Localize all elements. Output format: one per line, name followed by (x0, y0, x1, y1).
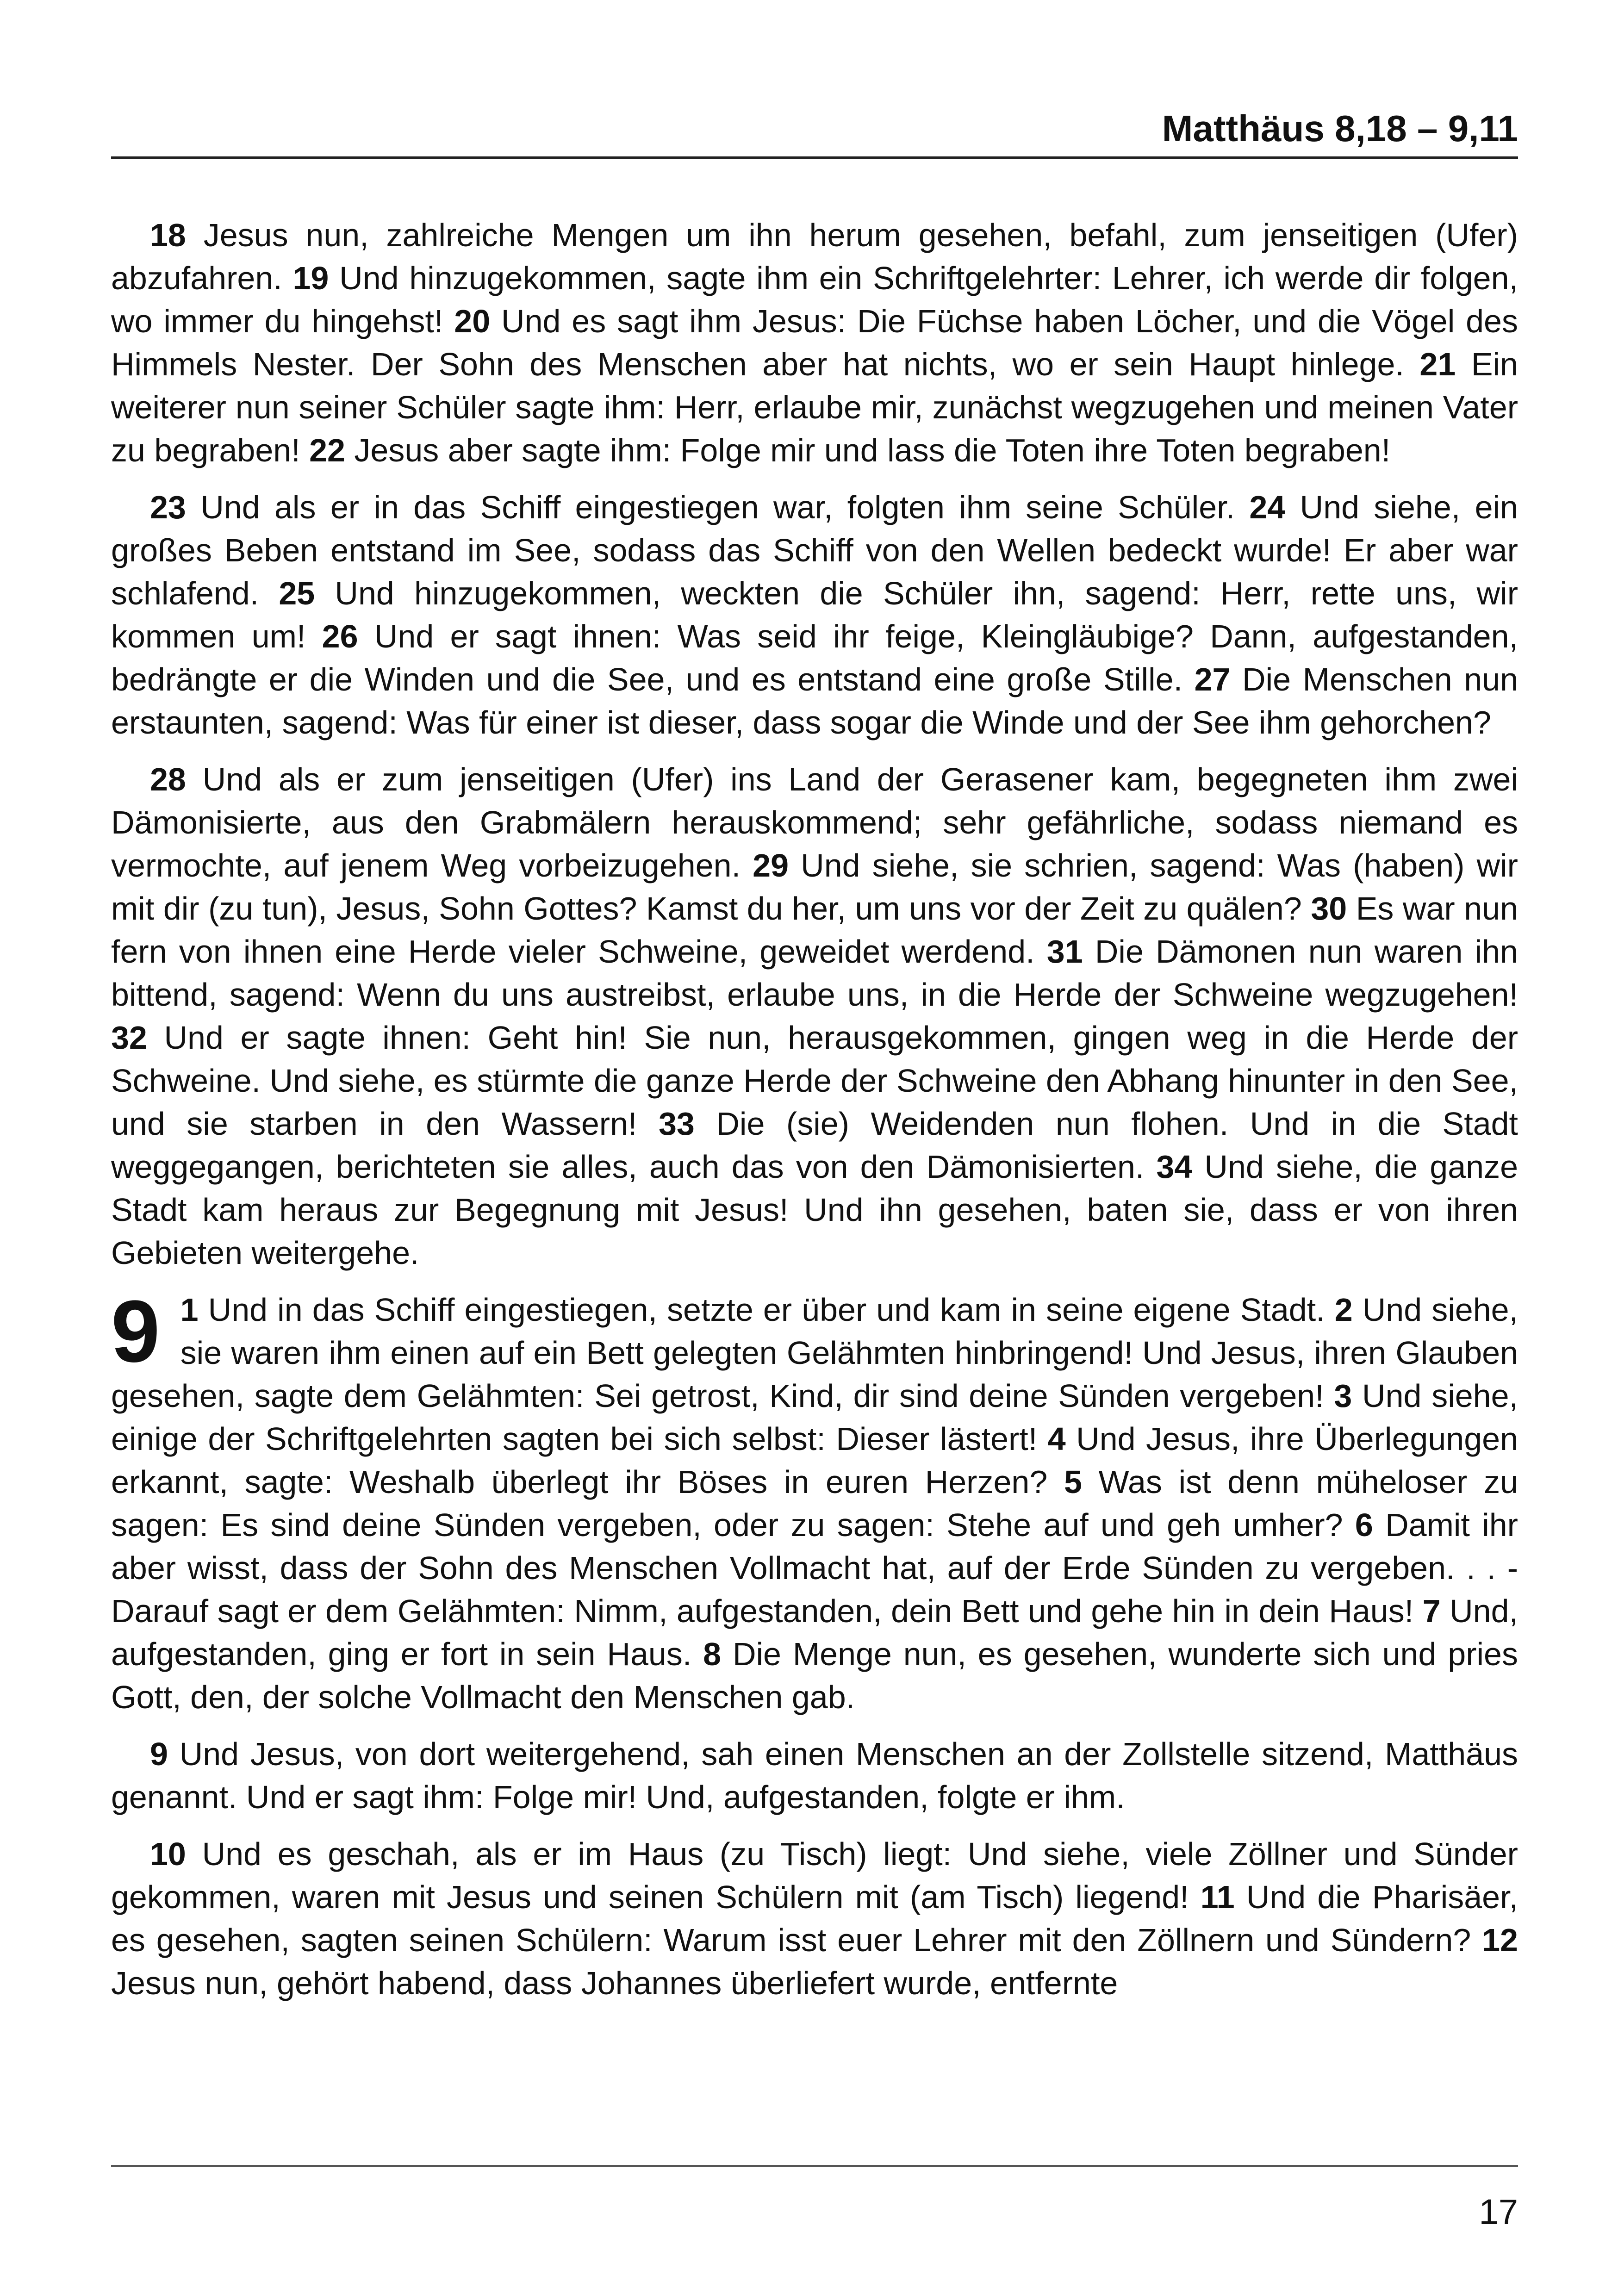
verse-number: 33 (659, 1106, 695, 1142)
paragraph (111, 1733, 1518, 1819)
verse-number: 6 (1355, 1507, 1373, 1543)
verse-text: Und siehe, ein großes Beben entstand im See, sodass das Schiff von den Wellen bedeckt wurde! Er aber war schlafend. (111, 489, 1518, 611)
paragraph (111, 1282, 1518, 1719)
verse-number: 34 (1156, 1149, 1193, 1185)
verse-number: 8 (703, 1636, 722, 1672)
body-text (111, 214, 1518, 2019)
verse-text: Und er sagt ihnen: Was seid ihr feige, Kleingläubige? Dann, aufgestanden, bedrängte er die Winden und die See, und es entstand eine große Stille. (111, 618, 1518, 697)
verse-text: Und Jesus, ihre Überlegungen erkannt, sagte: Weshalb überlegt ihr Böses in euren Herzen? (111, 1421, 1518, 1500)
verse-text: Die (sie) Weidenden nun flohen. Und in die Stadt weggegangen, berichteten sie alles, auch das von den Dämonisierten. (111, 1106, 1518, 1185)
running-title: Matthäus 8,18 – 9,11 (1162, 108, 1518, 149)
verse-number: 25 (279, 575, 315, 611)
running-head (111, 106, 1518, 159)
verse-text: Die Menge nun, es gesehen, wunderte sich und pries Gott, den, der solche Vollmacht den Menschen gab. (111, 1636, 1518, 1715)
verse-number: 5 (1064, 1464, 1082, 1500)
verse-text: Und in das Schiff eingestiegen, setzte er über und kam in seine eigene Stadt. (198, 1292, 1335, 1328)
verse-text: Es war nun fern von ihnen eine Herde vieler Schweine, geweidet werdend. (111, 890, 1518, 970)
verse-text: Damit ihr aber wisst, dass der Sohn des Menschen Vollmacht hat, auf der Erde Sünden zu vergeben. . . - Darauf sagt er dem Gelähmten: Nimm, aufgestanden, dein Bett und gehe hin in dein Haus! (111, 1507, 1518, 1629)
verse-text: Ein weiterer nun seiner Schüler sagte ihm: Herr, erlaube mir, zunächst wegzugehen und meinen Vater zu begraben! (111, 346, 1518, 468)
verse-number: 30 (1311, 890, 1347, 927)
verse-number: 10 (150, 1836, 186, 1872)
verse-text: Und die Pharisäer, es gesehen, sagten seinen Schülern: Warum isst euer Lehrer mit den Zöllnern und Sündern? (111, 1879, 1518, 1958)
verse-text: Jesus aber sagte ihm: Folge mir und lass die Toten ihre Toten begraben! (345, 432, 1391, 468)
verse-number: 26 (322, 618, 358, 654)
verse-number: 27 (1194, 661, 1231, 697)
verse-number: 12 (1482, 1922, 1518, 1958)
verse-text: Und siehe, einige der Schriftgelehrten sagten bei sich selbst: Dieser lästert! (111, 1378, 1518, 1457)
verse-number: 22 (309, 432, 345, 468)
verse-text: Und es geschah, als er im Haus (zu Tisch) liegt: Und siehe, viele Zöllner und Sünder gekommen, waren mit Jesus und seinen Schülern mit (am Tisch) liegend! (111, 1836, 1518, 1915)
verse-number: 19 (292, 260, 329, 296)
verse-text: Die Dämonen nun waren ihn bittend, sagend: Wenn du uns austreibst, erlaube uns, in die Herde der Schweine wegzugehen! (111, 933, 1518, 1013)
verse-text: Und hinzugekommen, sagte ihm ein Schriftgelehrter: Lehrer, ich werde dir folgen, wo immer du hingehst! (111, 260, 1518, 339)
verse-text: Und als er zum jenseitigen (Ufer) ins Land der Gerasener kam, begegneten ihm zwei Dämonisierte, aus den Grabmälern herauskommend; sehr gefährliche, sodass niemand es vermochte, auf jenem Weg vorbeizugehen. (111, 761, 1518, 884)
verse-number: 3 (1334, 1378, 1352, 1414)
verse-number: 2 (1334, 1292, 1353, 1328)
verse-number: 23 (150, 489, 186, 525)
verse-text: Und er sagte ihnen: Geht hin! Sie nun, herausgekommen, gingen weg in die Herde der Schweine. Und siehe, es stürmte die ganze Herde der Schweine den Abhang hinunter in den See, und sie starben in den Wassern! (111, 1020, 1518, 1142)
paragraph (111, 486, 1518, 744)
verse-number: 21 (1419, 346, 1456, 382)
verse-number: 29 (753, 847, 789, 884)
verse-number: 31 (1046, 933, 1083, 970)
verse-text: Und Jesus, von dort weitergehend, sah einen Menschen an der Zollstelle sitzend, Matthäus genannt. Und er sagt ihm: Folge mir! Und, aufgestanden, folgte er ihm. (111, 1736, 1518, 1815)
verse-text: Und, aufgestanden, ging er fort in sein Haus. (111, 1593, 1518, 1672)
verse-number: 1 (180, 1292, 199, 1328)
paragraph (111, 214, 1518, 472)
verse-text: Und siehe, die ganze Stadt kam heraus zur Begegnung mit Jesus! Und ihn gesehen, baten sie, dass er von ihren Gebieten weitergehe. (111, 1149, 1518, 1271)
verse-text: Was ist denn müheloser zu sagen: Es sind deine Sünden vergeben, oder zu sagen: Stehe auf und geh umher? (111, 1464, 1518, 1543)
verse-number: 32 (111, 1020, 147, 1056)
verse-text: Jesus nun, zahlreiche Mengen um ihn herum gesehen, befahl, zum jenseitigen (Ufer) abzufahren. (111, 217, 1518, 296)
paragraph (111, 758, 1518, 1275)
chapter-number: 9 (111, 1282, 160, 1381)
verse-number: 11 (1200, 1879, 1235, 1915)
verse-number: 7 (1422, 1593, 1441, 1629)
verse-text: Jesus nun, gehört habend, dass Johannes überliefert wurde, entfernte (111, 1965, 1118, 2001)
verse-text: Die Menschen nun erstaunten, sagend: Was für einer ist dieser, dass sogar die Winde und der See ihm gehorchen? (111, 661, 1518, 740)
verse-number: 18 (150, 217, 186, 253)
verse-number: 20 (454, 303, 491, 339)
verse-number: 28 (150, 761, 186, 797)
verse-number: 9 (150, 1736, 168, 1772)
verse-text: Und siehe, sie waren ihm einen auf ein Bett gelegten Gelähmten hinbringend! Und Jesus, ihren Glauben gesehen, sagte dem Gelähmten: Sei getrost, Kind, dir sind deine Sünden vergeben! (111, 1292, 1518, 1414)
verse-number: 4 (1047, 1421, 1066, 1457)
verse-text: Und siehe, sie schrien, sagend: Was (haben) wir mit dir (zu tun), Jesus, Sohn Gottes? Kamst du her, um uns vor der Zeit zu quälen? (111, 847, 1518, 927)
verse-text: Und als er in das Schiff eingestiegen war, folgten ihm seine Schüler. (186, 489, 1250, 525)
paragraph (111, 1833, 1518, 2005)
verse-text: Und es sagt ihm Jesus: Die Füchse haben Löcher, und die Vögel des Himmels Nester. Der Sohn des Menschen aber hat nichts, wo er sein Haupt hinlege. (111, 303, 1518, 382)
verse-text: Und hinzugekommen, weckten die Schüler ihn, sagend: Herr, rette uns, wir kommen um! (111, 575, 1518, 654)
page-number: 17 (1479, 2192, 1518, 2232)
verse-number: 24 (1249, 489, 1286, 525)
footer-rule (111, 2165, 1518, 2167)
